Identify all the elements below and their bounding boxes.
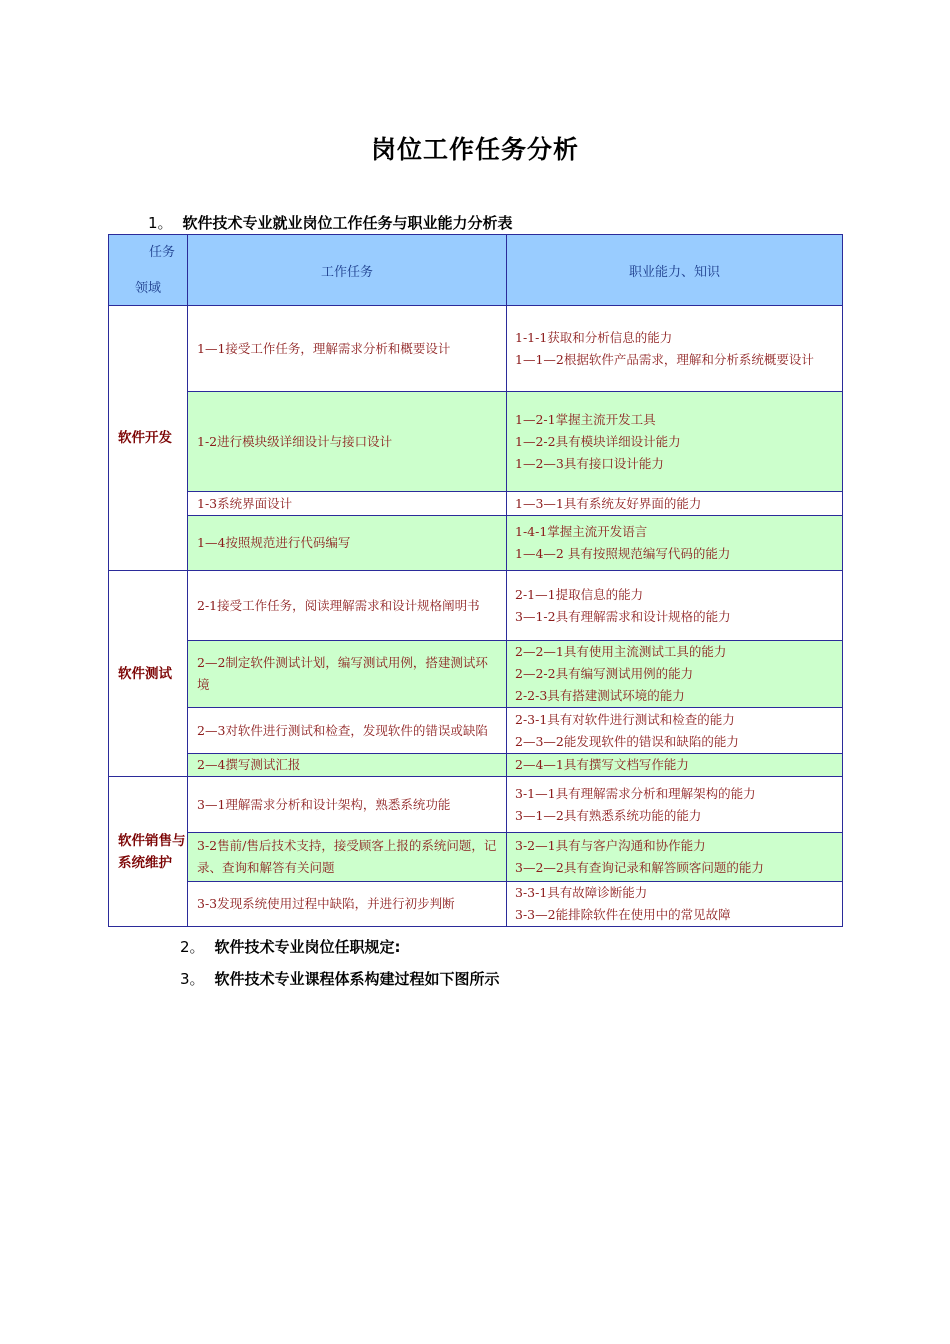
table-row: [109, 777, 843, 833]
ability-cell: [507, 516, 843, 571]
ability-item: 1-4-1掌握主流开发语言: [515, 524, 648, 539]
task-cell: 1-3系统界面设计: [188, 492, 507, 516]
header-task: 工作任务: [188, 235, 507, 306]
section-text: 软件技术专业课程体系构建过程如下图所示: [214, 970, 500, 988]
ability-cell: [507, 882, 843, 927]
task-cell: 1-2进行模块级详细设计与接口设计: [188, 392, 507, 492]
area-cell: 软件开发: [109, 306, 188, 571]
section-heading-1: [148, 212, 513, 233]
corner-label-area: 领域: [135, 281, 162, 296]
table-row: [109, 392, 843, 492]
section-text: 软件技术专业岗位任职规定:: [214, 938, 401, 956]
ability-cell: [507, 392, 843, 492]
ability-item: 2—3—2能发现软件的错误和缺陷的能力: [515, 733, 739, 749]
ability-item: 3-3-1具有故障诊断能力: [515, 885, 648, 900]
ability-item: 2-1—1提取信息的能力: [515, 586, 644, 602]
table-row: [109, 306, 843, 392]
ability-item: 1—2-2具有模块详细设计能力: [515, 433, 681, 449]
ability-item: 3-2—1具有与客户沟通和协作能力: [515, 838, 706, 853]
ability-item: 3-1—1具有理解需求分析和理解架构的能力: [515, 785, 756, 801]
section-heading-2: [180, 936, 401, 957]
ability-item: 1—2-1掌握主流开发工具: [515, 411, 656, 427]
table-header-row: [109, 235, 843, 306]
table-row: [109, 492, 843, 516]
header-corner: [109, 235, 188, 306]
ability-item: 2-2-3具有搭建测试环境的能力: [515, 688, 685, 703]
ability-item: 1—3—1具有系统友好界面的能力: [515, 495, 702, 511]
ability-item: 2-3-1具有对软件进行测试和检查的能力: [515, 711, 735, 727]
ability-item: 2—2-2具有编写测试用例的能力: [515, 666, 694, 681]
table-row: [109, 516, 843, 571]
ability-cell: [507, 571, 843, 641]
task-cell: 2—3对软件进行测试和检查，发现软件的错误或缺陷: [188, 708, 507, 754]
task-cell: 2—2制定软件测试计划，编写测试用例，搭建测试环境: [188, 641, 507, 708]
task-cell: 1—4按照规范进行代码编写: [188, 516, 507, 571]
ability-item: 1—2—3具有接口设计能力: [515, 455, 664, 471]
table-row: [109, 571, 843, 641]
ability-cell: [507, 777, 843, 833]
table-row: [109, 882, 843, 927]
task-cell: 1—1接受工作任务，理解需求分析和概要设计: [188, 306, 507, 392]
section-number: 1。: [148, 214, 173, 232]
corner-label-task: 任务: [149, 245, 176, 260]
section-number: 3。: [180, 970, 205, 988]
task-cell: 3-2售前/售后技术支持，接受顾客上报的系统问题，记录、查询和解答有关问题: [188, 833, 507, 882]
ability-cell: [507, 306, 843, 392]
task-cell: 2-1接受工作任务，阅读理解需求和设计规格阐明书: [188, 571, 507, 641]
ability-item: 3—1—2具有熟悉系统功能的能力: [515, 807, 702, 823]
ability-item: 3—1-2具有理解需求和设计规格的能力: [515, 608, 731, 624]
table-row: [109, 641, 843, 708]
ability-cell: [507, 641, 843, 708]
task-cell: 2—4撰写测试汇报: [188, 754, 507, 777]
header-ability: 职业能力、知识: [507, 235, 843, 306]
table-row: [109, 833, 843, 882]
task-ability-table: [108, 234, 843, 927]
ability-item: 3-3—2能排除软件在使用中的常见故障: [515, 907, 731, 922]
ability-item: 1—1—2根据软件产品需求，理解和分析系统概要设计: [515, 351, 814, 367]
ability-item: 1—4—2 具有按照规范编写代码的能力: [515, 546, 731, 561]
area-cell: 软件测试: [109, 571, 188, 777]
area-cell: 软件销售与系统维护: [109, 777, 188, 927]
ability-cell: [507, 708, 843, 754]
page-title: 岗位工作任务分析: [370, 135, 579, 164]
task-cell: 3—1理解需求分析和设计架构，熟悉系统功能: [188, 777, 507, 833]
section-number: 2。: [180, 938, 205, 956]
table-row: [109, 708, 843, 754]
ability-item: 1-1-1获取和分析信息的能力: [515, 329, 673, 345]
ability-cell: [507, 754, 843, 777]
ability-item: 2—4—1具有撰写文档写作能力: [515, 757, 689, 772]
ability-item: 3—2—2具有查询记录和解答顾客问题的能力: [515, 860, 764, 875]
task-cell: 3-3发现系统使用过程中缺陷，并进行初步判断: [188, 882, 507, 927]
ability-cell: [507, 833, 843, 882]
ability-cell: [507, 492, 843, 516]
ability-item: 2—2—1具有使用主流测试工具的能力: [515, 644, 727, 659]
section-text: 软件技术专业就业岗位工作任务与职业能力分析表: [182, 214, 513, 232]
table-row: [109, 754, 843, 777]
section-heading-3: [180, 968, 500, 989]
